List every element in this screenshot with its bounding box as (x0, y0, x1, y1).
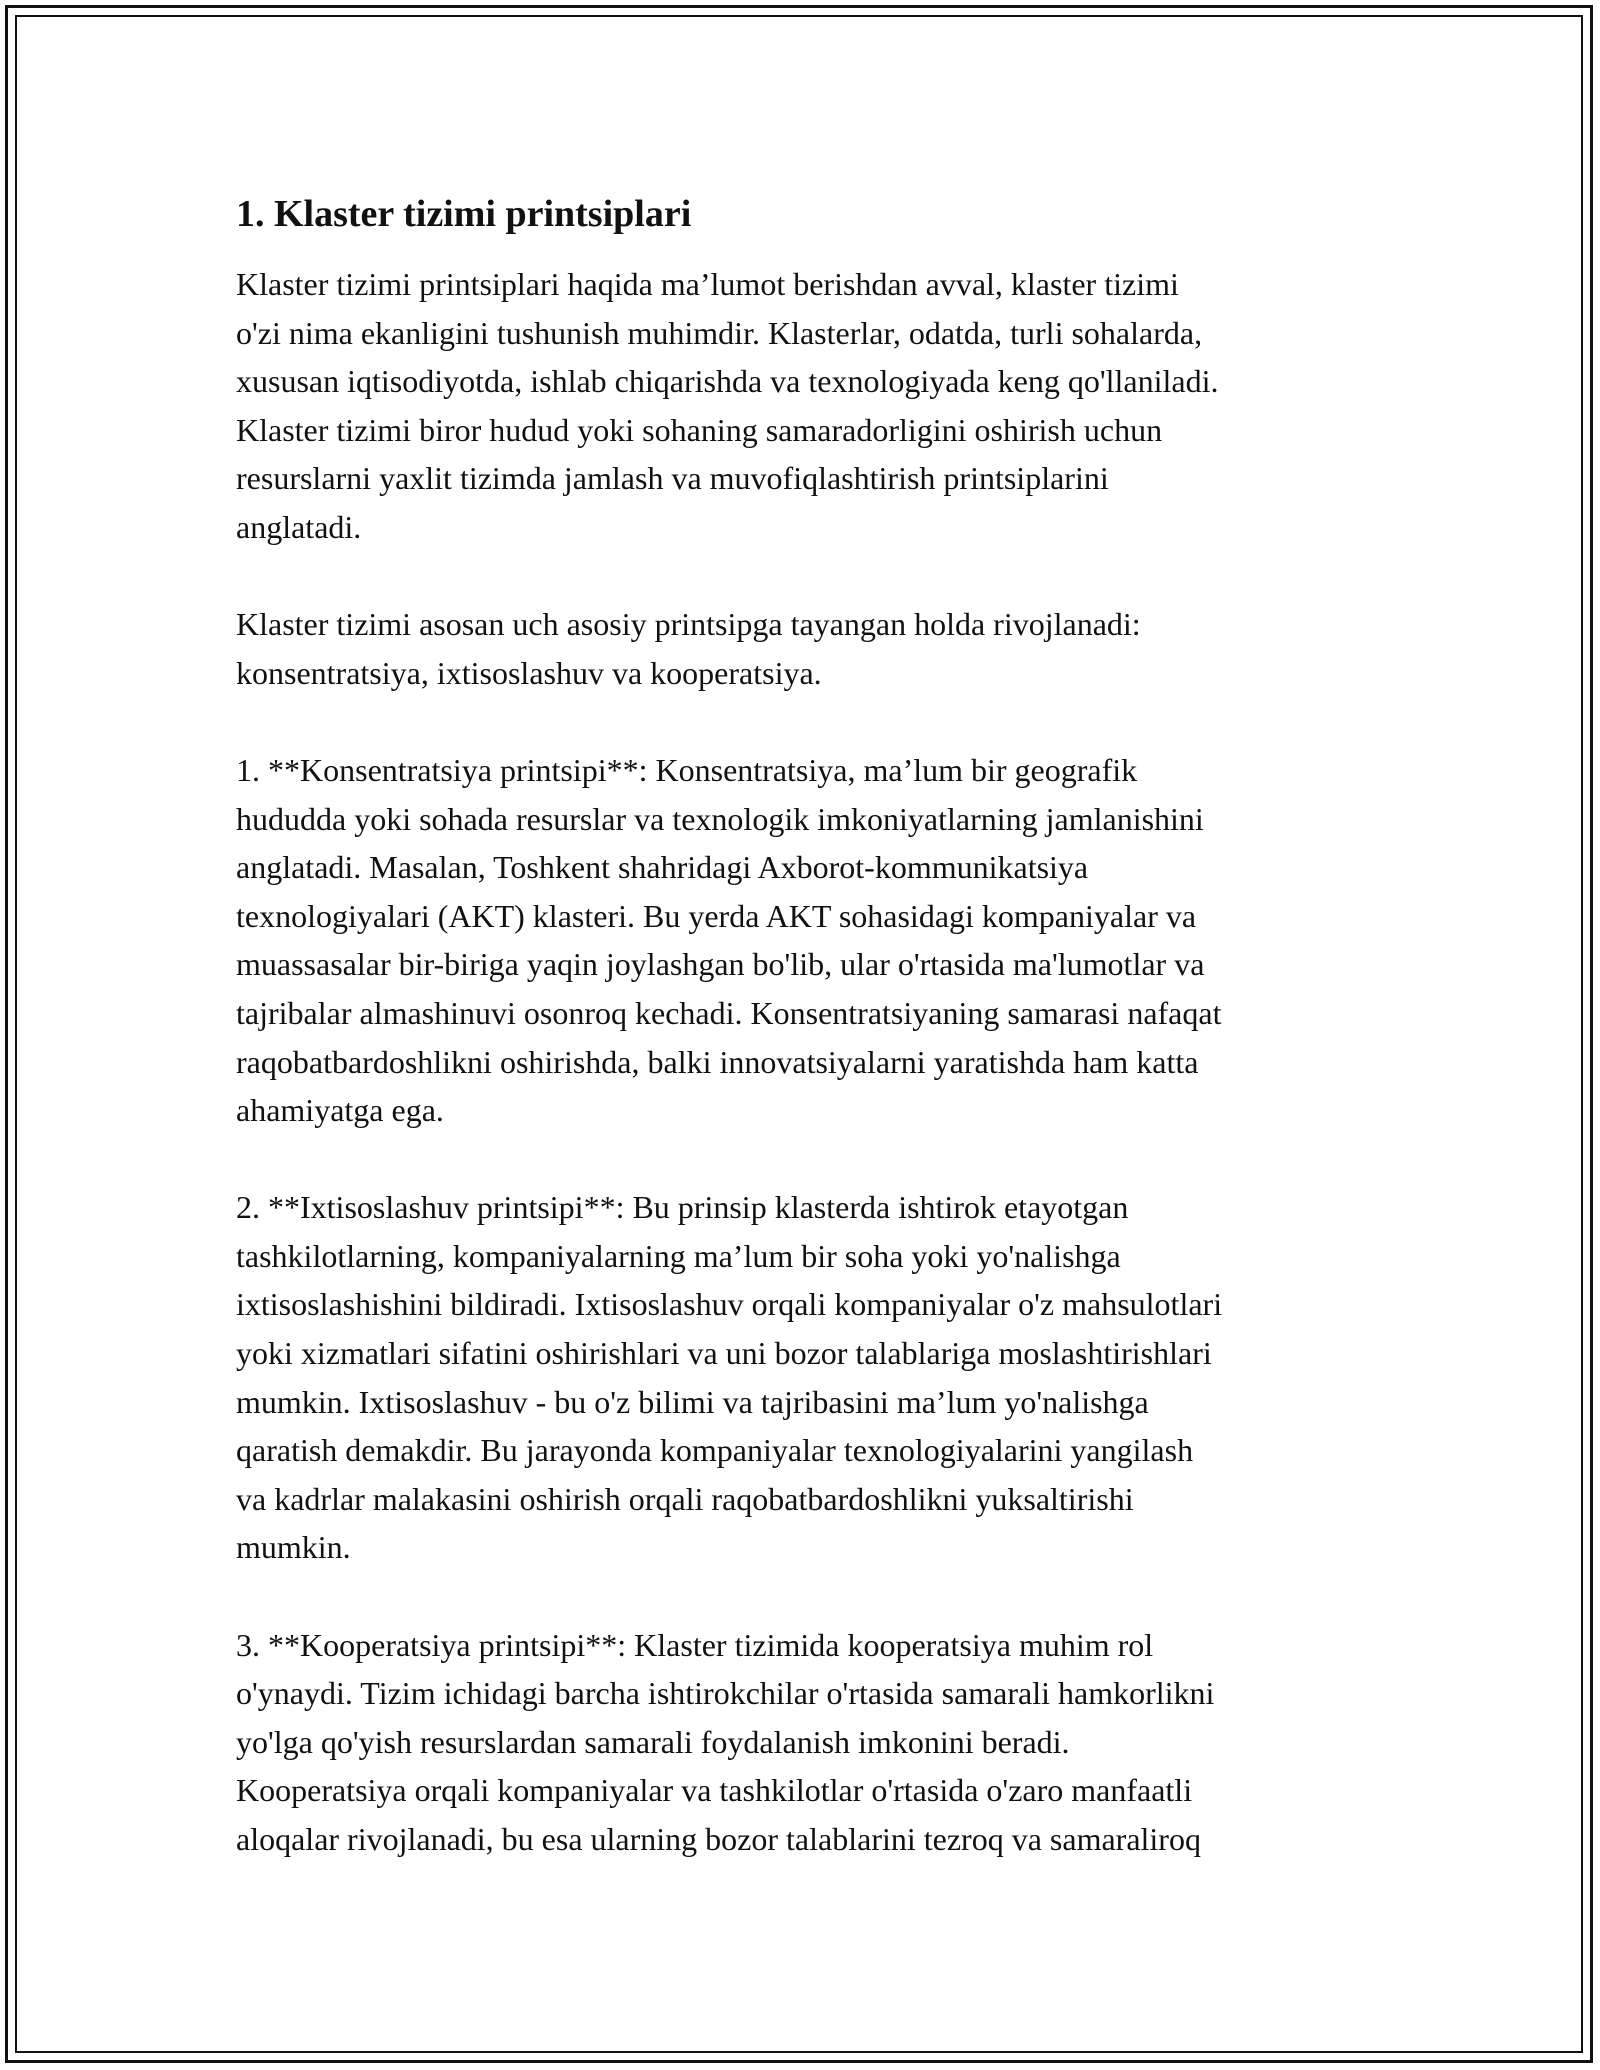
paragraph-concentration-principle: 1. **Konsentratsiya printsipi**: Konsentratsiya, ma’lum bir geografik hududda yoki sohada resurslar va texnologik imkoniyatlarning jamlanishini anglatadi. Masalan, Toshkent shahridagi Axborot-kommunikatsiya texnologiyalari (AKT) klasteri. Bu yerda AKT sohasidagi kompaniyalar va muassasalar bir-biriga yaqin joylashgan bo'lib, ular o'rtasida ma'lumotlar va tajribalar almashinuvi osonroq kechadi. Konsentratsiyaning samarasi nafaqat raqobatbardoshlikni oshirishda, balki innovatsiyalarni yaratishda ham katta ahamiyatga ega. (236, 751, 1222, 1129)
paragraph-specialization-principle: 2. **Ixtisoslashuv printsipi**: Bu prinsip klasterda ishtirok etayotgan tashkilotlarning, kompaniyalarning ma’lum bir soha yoki yo'nalishga ixtisoslashishini bildiradi. Ixtisoslashuv orqali kompaniyalar o'z mahsulotlari yoki xizmatlari sifatini oshirishlari va uni bozor talablariga moslashtirishlari mumkin. Ixtisoslashuv - bu o'z bilimi va tajribasini ma’lum yo'nalishga qaratish demakdir. Bu jarayonda kompaniyalar texnologiyalarini yangilash va kadrlar malakasini oshirish orqali raqobatbardoshlikni yuksaltirishi mumkin. (236, 1189, 1223, 1566)
document-title: 1. Klaster tizimi printsiplari (236, 193, 692, 235)
paragraph-cooperation-principle: 3. **Kooperatsiya printsipi**: Klaster tizimida kooperatsiya muhim rol o'ynaydi. Tizim ichidagi barcha ishtirokchilar o'rtasida samarali hamkorlikni yo'lga qo'yish resurslardan samarali foydalanish imkonini beradi. Kooperatsiya orqali kompaniyalar va tashkilotlar o'rtasida o'zaro manfaatli aloqalar rivojlanadi, bu esa ularning bozor talablarini tezroq va samaraliroq (236, 1626, 1215, 1857)
paragraph-intro: Klaster tizimi printsiplari haqida ma’lumot berishdan avval, klaster tizimi o'zi nima ekanligini tushunish muhimdir. Klasterlar, odatda, turli sohalarda, xususan iqtisodiyotda, ishlab chiqarishda va texnologiyada keng qo'llaniladi. Klaster tizimi biror hudud yoki sohaning samaradorligini oshirish uchun resurslarni yaxlit tizimda jamlash va muvofiqlashtirish printsiplarini anglatadi. (236, 266, 1219, 545)
document-body (236, 186, 1376, 1912)
paragraph-principles-overview: Klaster tizimi asosan uch asosiy printsipga tayangan holda rivojlanadi: konsentratsiya, ixtisoslashuv va kooperatsiya. (236, 606, 1141, 691)
